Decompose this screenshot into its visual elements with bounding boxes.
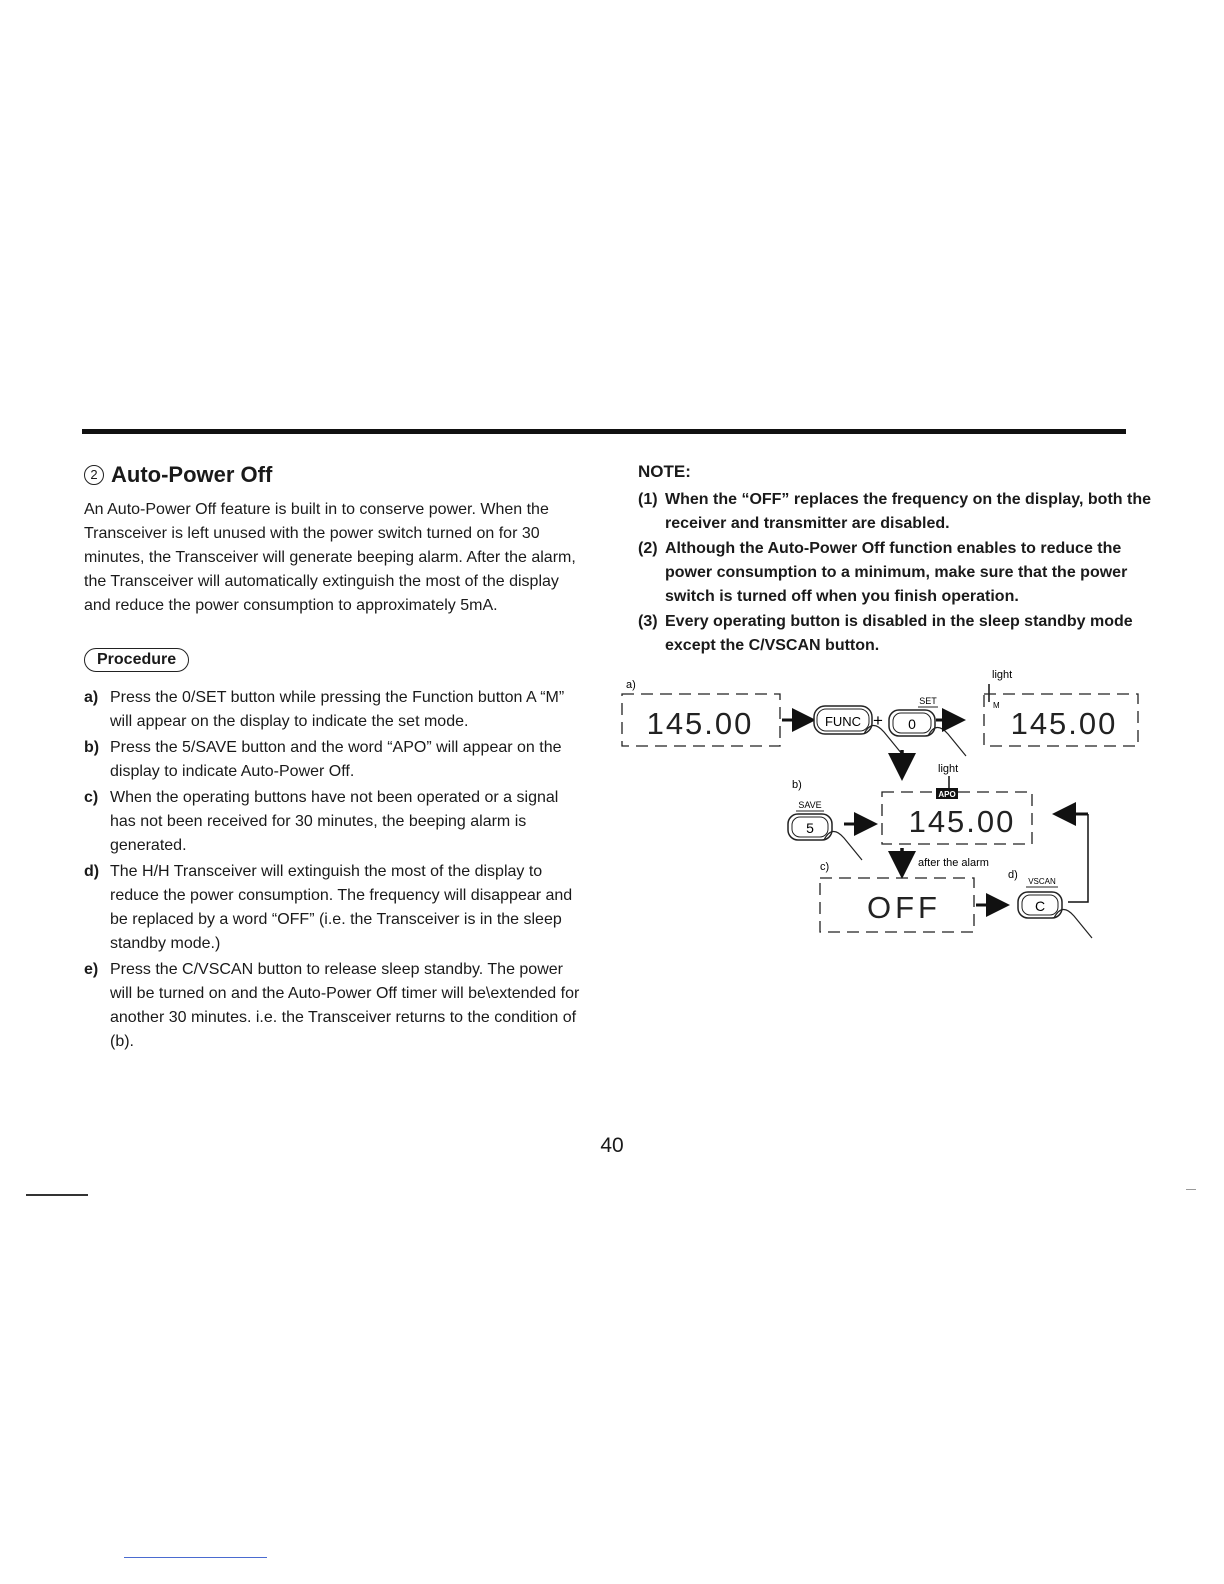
procedure-steps [84,686,584,1054]
func-button[interactable] [814,706,872,734]
step-d [84,860,584,956]
c-button-label: C [1034,898,1046,914]
scan-mark-bottom [124,1557,267,1558]
procedure-badge: Procedure [84,648,189,672]
step-b [84,736,584,784]
step-text: Press the C/VSCAN button to release sleep standby. The power will be turned on and the Auto-Power Off timer will be\extended for another 30 minutes. i.e. the Transceiver returns to the condition of (b). [110,961,580,1050]
section-title [84,462,584,488]
step-label: a) [84,689,99,706]
step-e [84,958,584,1054]
page-number: 40 [600,1134,624,1157]
display-a2-freq: 145.00 [1010,706,1118,741]
five-button-label: 5 [806,820,814,836]
step-label: c) [84,789,99,806]
note-number: (1) [638,491,658,508]
set-label: SET [919,696,937,706]
note-text: Every operating button is disabled in the sleep standby mode except the C/VSCAN button. [665,613,1133,654]
light-label-1: light [992,669,1013,681]
note-number: (3) [638,613,658,630]
light-label-2: light [938,763,959,775]
label-a: a) [626,679,636,691]
note-title: NOTE: [638,462,691,481]
scan-mark-right [1186,1189,1196,1190]
apo-indicator: APO [938,790,956,799]
left-column [84,462,584,1056]
vscan-label: VSCAN [1028,877,1056,886]
display-c-off: OFF [867,890,941,925]
step-label: d) [84,863,100,880]
scan-mark-left [26,1194,88,1196]
c-vscan-button[interactable] [1018,892,1062,918]
note-item-2 [638,537,1158,609]
func-button-label: FUNC [824,714,862,729]
note-text: Although the Auto-Power Off function enables to reduce the power consumption to a minimum, make sure that the power switch is turned off when you finish operation. [665,540,1128,605]
return-path-line [1068,814,1088,902]
save-label: SAVE [798,800,822,810]
top-rule [82,429,1126,434]
step-label: b) [84,739,100,756]
note-number: (2) [638,540,658,557]
step-text: When the operating buttons have not been operated or a signal has not been received for 30 minutes, the beeping alarm is generated. [110,789,559,854]
m-indicator: M [993,701,1000,710]
after-alarm-label: after the alarm [918,857,989,869]
display-b-freq: 145.00 [908,804,1016,839]
label-d: d) [1008,869,1018,881]
right-column [638,462,1158,659]
display-a-freq: 145.00 [646,706,754,741]
step-label: e) [84,961,99,978]
zero-button-label: 0 [908,716,916,732]
section-title-text: Auto-Power Off [111,462,273,487]
section-number-icon: 2 [84,465,104,485]
step-c [84,786,584,858]
step-a [84,686,584,734]
step-text: Press the 5/SAVE button and the word “APO” will appear on the display to indicate Auto-Power Off. [110,739,562,780]
note-text: When the “OFF” replaces the frequency on the display, both the receiver and transmitter are disabled. [665,491,1151,532]
zero-set-button[interactable] [889,710,935,736]
step-text: Press the 0/SET button while pressing the Function button A “M” will appear on the display to indicate the set mode. [110,689,565,730]
label-c: c) [820,861,830,873]
plus-sign: + [873,711,883,730]
procedure-diagram [612,662,1152,947]
step-text: The H/H Transceiver will extinguish the most of the display to reduce the power consumption. The frequency will disappear and be replaced by a word “OFF” (i.e. the Transceiver is in the sleep standby mode.) [110,863,573,952]
note-item-1 [638,488,1158,536]
label-b: b) [792,779,802,791]
five-save-button[interactable] [788,814,832,840]
note-item-3 [638,610,1158,658]
intro-paragraph: An Auto-Power Off feature is built in to conserve power. When the Transceiver is left unused with the power switch turned on for 30 minutes, the Transceiver will generate beeping alarm. After the alarm, the Transceiver will automatically extinguish the most of the display and reduce the power consumption to approximately 5mA. [84,501,576,614]
